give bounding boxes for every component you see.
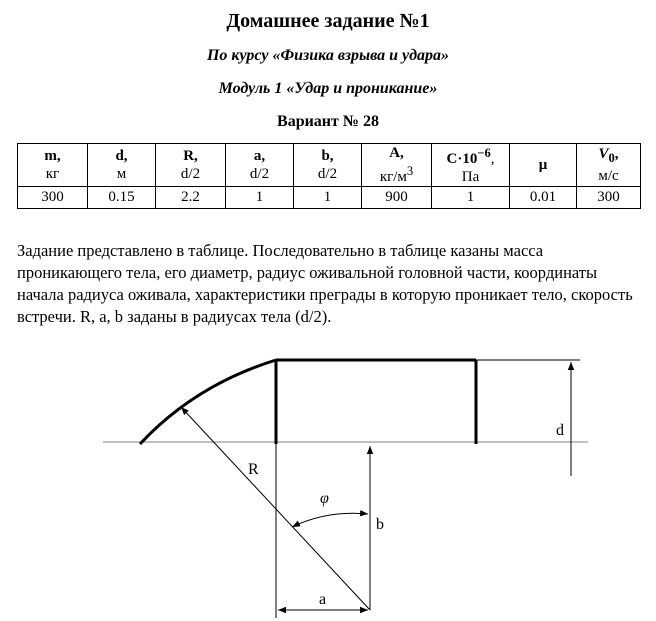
task-description: Задание представлено в таблице. Последовательно в таблице казаны масса проникающего тела, его диаметр, радиус оживальной головной части, координаты начала радиуса оживала, характеристики преграды в которую проникает тело, скорость встречи. R, a, b заданы в радиусах тела (d/2). <box>17 241 633 326</box>
value-cell-mu: 0.01 <box>510 187 577 209</box>
header-cell-b: b, d/2 <box>294 144 362 187</box>
a-label: a <box>319 591 327 608</box>
value-cell-A: 900 <box>362 187 432 209</box>
header-cell-mu: μ <box>510 144 577 187</box>
value-cell-b: 1 <box>294 187 362 209</box>
R-label: R <box>248 461 259 478</box>
value-cell-m: 300 <box>18 187 88 209</box>
header-cell-m: m, кг <box>18 144 88 187</box>
course-name: По курсу «Физика взрыва и удара» <box>206 47 450 64</box>
header-cell-d: d, м <box>88 144 156 187</box>
value-cell-C: 1 <box>432 187 510 209</box>
header-cell-V0: $V_0$, м/с <box>577 144 641 187</box>
module-name: Модуль 1 «Удар и проникание» <box>218 80 438 97</box>
value-cell-d: 0.15 <box>88 187 156 209</box>
header-cell-R: R, d/2 <box>156 144 226 187</box>
d-label: d <box>556 422 564 439</box>
header-cell-a: a, d/2 <box>226 144 294 187</box>
header-cell-C: $C\cdot 10^{-6}$, Па <box>432 144 510 187</box>
document-title: Домашнее задание №1 <box>226 10 430 32</box>
table-header-row <box>18 144 641 187</box>
header-cell-A: A, $кг/м^3$ <box>362 144 432 187</box>
phi-angle-arc <box>292 513 368 527</box>
projectile-geometry-figure <box>0 340 656 621</box>
phi-label: φ <box>320 490 329 507</box>
b-label: b <box>376 516 384 533</box>
value-cell-R: 2.2 <box>156 187 226 209</box>
table-values-row <box>18 187 641 209</box>
parameters-table <box>17 143 641 209</box>
ogive-arc <box>140 360 276 444</box>
value-cell-V0: 300 <box>577 187 641 209</box>
value-cell-a: 1 <box>226 187 294 209</box>
variant-number: Вариант № 28 <box>277 113 379 130</box>
